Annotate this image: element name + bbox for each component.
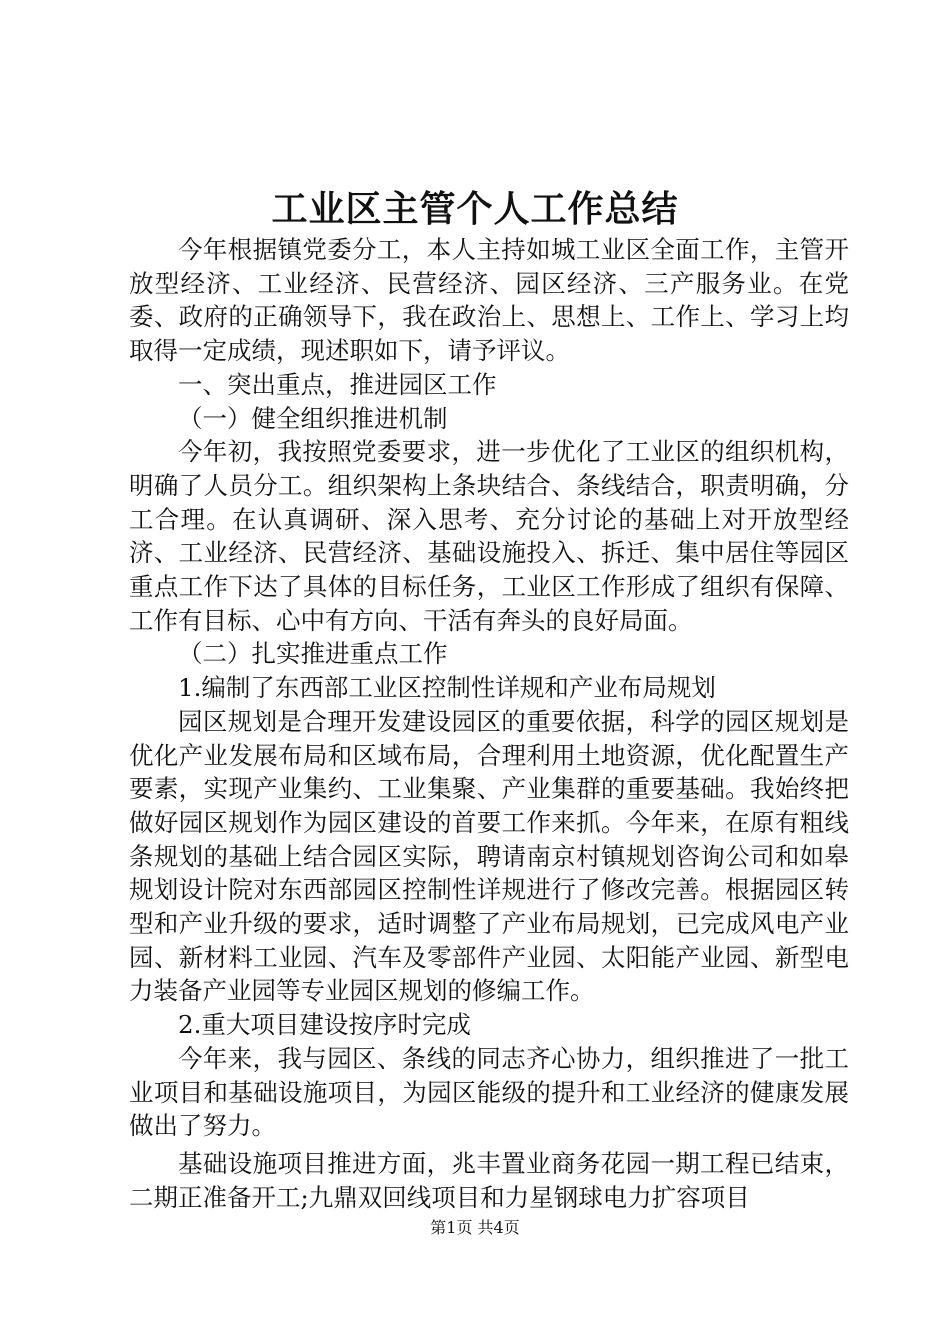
paragraph-organization: 今年初，我按照党委要求，进一步优化了工业区的组织机构，明确了人员分工。组织架构上条块结合、条线结合，职责明确，分工合理。在认真调研、深入思考、充分讨论的基础上对开放型经济、工业经济、民营经济、基础设施投入、拆迁、集中居住等园区重点工作下达了具体的目标任务，工业区工作形成了组织有保障、工作有目标、心中有方向、干活有奔头的良好局面。: [129, 437, 849, 635]
paragraph-intro: 今年根据镇党委分工，本人主持如城工业区全面工作，主管开放型经济、工业经济、民营经济、园区经济、三产服务业。在党委、政府的正确领导下，我在政治上、思想上、工作上、学习上均取得一定成绩，现述职如下，请予评议。: [129, 235, 849, 366]
subsection-heading-2: （二）扎实推进重点工作: [178, 639, 448, 669]
item-heading-1: 1.编制了东西部工业区控制性详规和产业布局规划: [178, 673, 716, 703]
section-heading-1: 一、突出重点，推进园区工作: [178, 369, 497, 399]
document-body: [129, 233, 849, 1214]
paragraph-projects: 今年来，我与园区、条线的同志齐心协力，组织推进了一批工业项目和基础设施项目，为园区能级的提升和工业经济的健康发展做出了努力。: [129, 1043, 849, 1141]
page-number-footer: 第1页 共4页: [430, 1218, 520, 1237]
document-title: 工业区主管个人工作总结: [271, 188, 679, 230]
item-heading-2: 2.重大项目建设按序时完成: [178, 1010, 471, 1040]
paragraph-planning: 园区规划是合理开发建设园区的重要依据，科学的园区规划是优化产业发展布局和区域布局，合理利用土地资源，优化配置生产要素，实现产业集约、工业集聚、产业集群的重要基础。我始终把做好园区规划作为园区建设的首要工作来抓。今年来，在原有粗线条规划的基础上结合园区实际，聘请南京村镇规划咨询公司和如皋规划设计院对东西部园区控制性详规进行了修改完善。根据园区转型和产业升级的要求，适时调整了产业布局规划，已完成风电产业园、新材料工业园、汽车及零部件产业园、太阳能产业园、新型电力装备产业园等专业园区规划的修编工作。: [129, 706, 849, 1006]
subsection-heading-1: （一）健全组织推进机制: [178, 403, 448, 433]
paragraph-infrastructure: 基础设施项目推进方面，兆丰置业商务花园一期工程已结束，二期正准备开工;九鼎双回线项目和力星钢球电力扩容项目: [129, 1148, 849, 1212]
